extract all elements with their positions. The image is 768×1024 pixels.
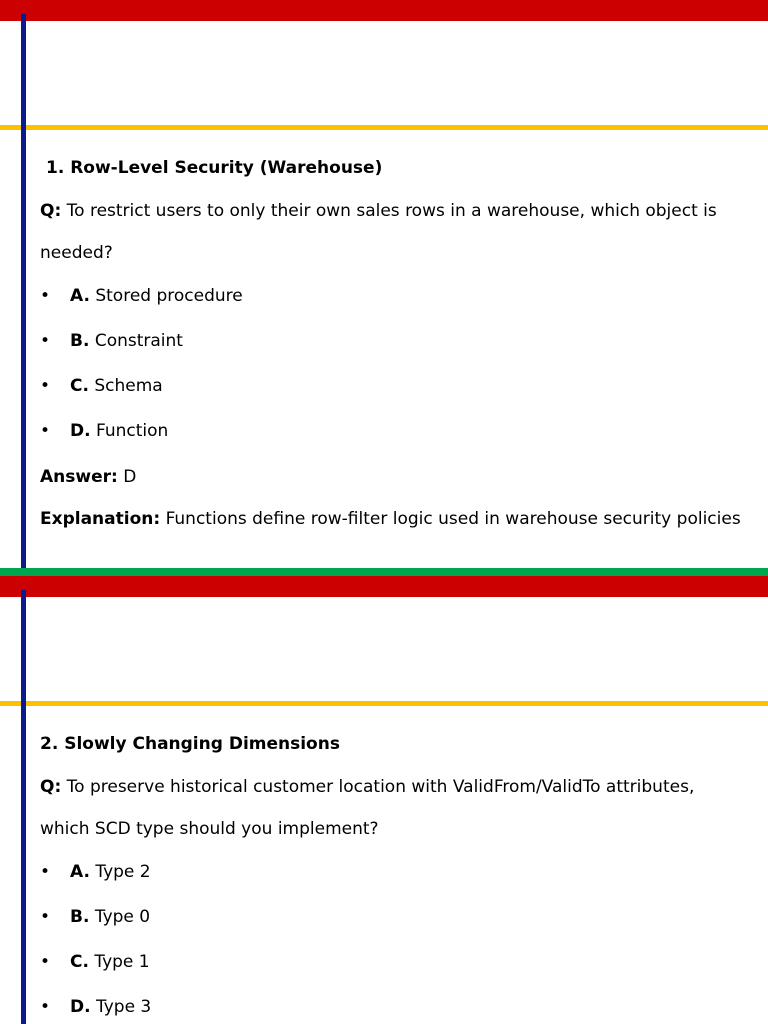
top-red-bar xyxy=(0,576,768,597)
question-text: To preserve historical customer location with ValidFrom/ValidTo attributes, xyxy=(66,777,695,797)
question-title: 2. Slowly Changing Dimensions xyxy=(40,734,340,754)
bullet-icon: • xyxy=(40,286,51,306)
bullet-icon: • xyxy=(40,952,51,972)
option-letter: B. xyxy=(70,907,90,927)
yellow-accent-line xyxy=(0,125,768,130)
options-list xyxy=(40,850,760,1024)
blue-side-bar xyxy=(21,14,26,568)
option-text: Stored procedure xyxy=(95,286,243,306)
option-text: Function xyxy=(95,421,169,441)
option-d xyxy=(40,409,760,454)
option-b xyxy=(40,319,760,364)
bullet-icon: • xyxy=(40,862,51,882)
option-letter: A. xyxy=(70,862,90,882)
answer-value: D xyxy=(123,467,137,487)
yellow-accent-line xyxy=(0,701,768,706)
bullet-icon: • xyxy=(40,421,51,441)
bullet-icon: • xyxy=(40,907,51,927)
blue-side-bar xyxy=(21,590,26,1024)
green-separator xyxy=(0,568,768,576)
question-2 xyxy=(40,728,760,1024)
question-text-line-1 xyxy=(40,766,760,808)
question-1 xyxy=(40,152,760,540)
question-title: 1. Row-Level Security (Warehouse) xyxy=(46,158,383,178)
question-text: To restrict users to only their own sales rows in a warehouse, which object is xyxy=(66,201,717,221)
options-list xyxy=(40,274,760,454)
option-letter: B. xyxy=(70,331,90,351)
explanation-row xyxy=(40,498,760,540)
question-text-line-1 xyxy=(40,190,760,232)
option-letter: D. xyxy=(70,421,91,441)
option-text: Type 3 xyxy=(95,997,152,1017)
bullet-icon: • xyxy=(40,331,51,351)
answer-label: Answer: xyxy=(40,467,118,487)
question-text-line-2: which SCD type should you implement? xyxy=(40,819,379,839)
q-label: Q: xyxy=(40,201,62,221)
option-text: Constraint xyxy=(94,331,183,351)
option-d xyxy=(40,985,760,1024)
option-letter: C. xyxy=(70,376,89,396)
option-a xyxy=(40,274,760,319)
bullet-icon: • xyxy=(40,997,51,1017)
option-a xyxy=(40,850,760,895)
option-text: Type 0 xyxy=(94,907,151,927)
bullet-icon: • xyxy=(40,376,51,396)
option-letter: A. xyxy=(70,286,90,306)
option-letter: D. xyxy=(70,997,91,1017)
answer-row xyxy=(40,456,760,498)
option-letter: C. xyxy=(70,952,89,972)
explanation-text: Functions define row-filter logic used in warehouse security policies xyxy=(165,509,741,529)
top-red-bar xyxy=(0,0,768,21)
q-label: Q: xyxy=(40,777,62,797)
option-b xyxy=(40,895,760,940)
option-text: Type 1 xyxy=(94,952,150,972)
option-c xyxy=(40,940,760,985)
slide-2 xyxy=(0,576,768,1024)
option-text: Type 2 xyxy=(95,862,151,882)
option-text: Schema xyxy=(94,376,163,396)
option-c xyxy=(40,364,760,409)
explanation-label: Explanation: xyxy=(40,509,161,529)
question-text-line-2: needed? xyxy=(40,243,113,263)
